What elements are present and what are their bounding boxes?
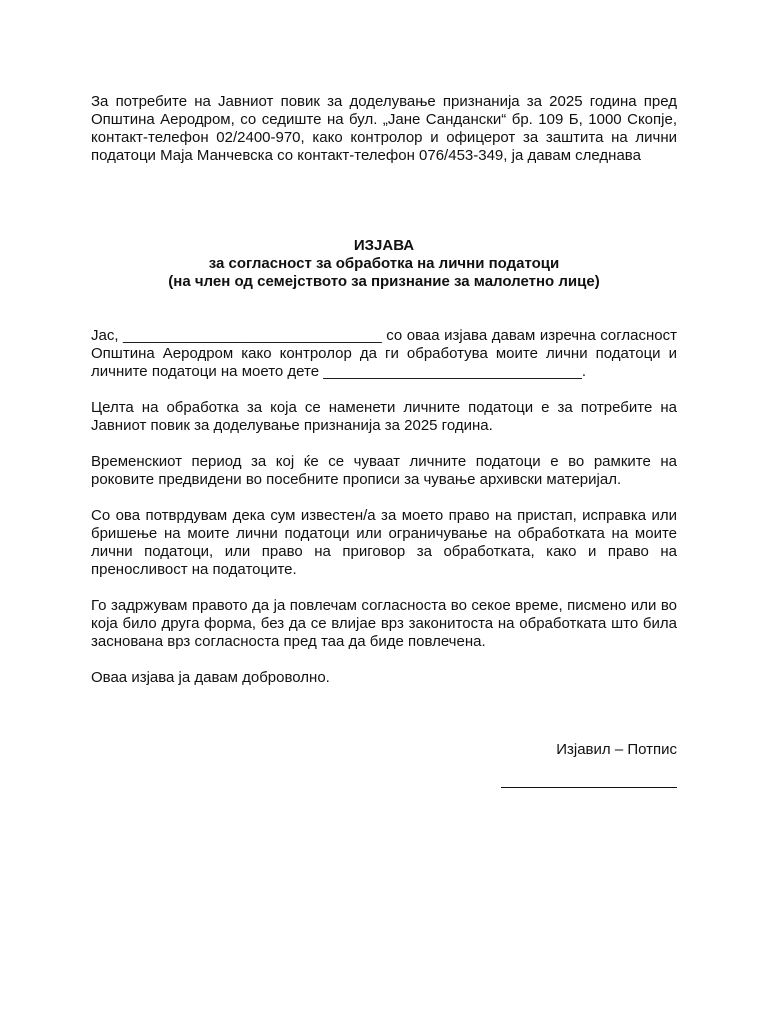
document-title: ИЗЈАВА xyxy=(353,237,415,254)
signature-line[interactable] xyxy=(501,773,677,788)
document-subtitle-note: (на член од семејството за признание за малолетно лице) xyxy=(168,273,600,290)
withdrawal-paragraph: Го задржувам правото да ја повлечам согласноста во секое време, писмено или во која било друга форма, без да се влијае врз законитоста на обработката што била заснована врз согласноста пред таа да биде повлечена. xyxy=(91,597,677,650)
voluntary-paragraph: Оваа изјава ја давам доброволно. xyxy=(91,669,330,686)
document-subtitle: за согласност за обработка на лични податоци xyxy=(208,255,560,272)
intro-paragraph: За потребите на Јавниот повик за доделување признанија за 2025 година пред Општина Аеродром, со седиште на бул. „Јане Сандански“ бр. 109 Б, 1000 Скопје, контакт-телефон 02/2400-970, како контролор и офицерот за заштита на лични податоци Маја Манчевска со контакт-телефон 076/453-349, ја давам следнава xyxy=(91,93,677,164)
consent-statement-paragraph: Јас, _______________________________ со оваа изјава давам изречна согласност Општина Аеродром како контролор да ги обработува моите лични податоци и личните податоци на моето дете _______________________________. xyxy=(91,327,677,380)
rights-paragraph: Со ова потврдувам дека сум известен/а за моето право на пристап, исправка или бришење на моите лични податоци или ограничување на обработката на моите лични податоци, или право на приговор за обработката, како и право на преносливост на податоците. xyxy=(91,507,677,578)
purpose-paragraph: Целта на обработка за која се наменети личните податоци е за потребите на Јавниот повик за доделување признанија за 2025 година. xyxy=(91,399,677,434)
document-page xyxy=(91,93,677,788)
retention-period-paragraph: Временскиот период за кој ќе се чуваат личните податоци е во рамките на роковите предвидени во посебните прописи за чување архивски материјал. xyxy=(91,453,677,488)
document-title-block xyxy=(91,237,677,291)
signature-label: Изјавил – Потпис xyxy=(556,741,677,758)
